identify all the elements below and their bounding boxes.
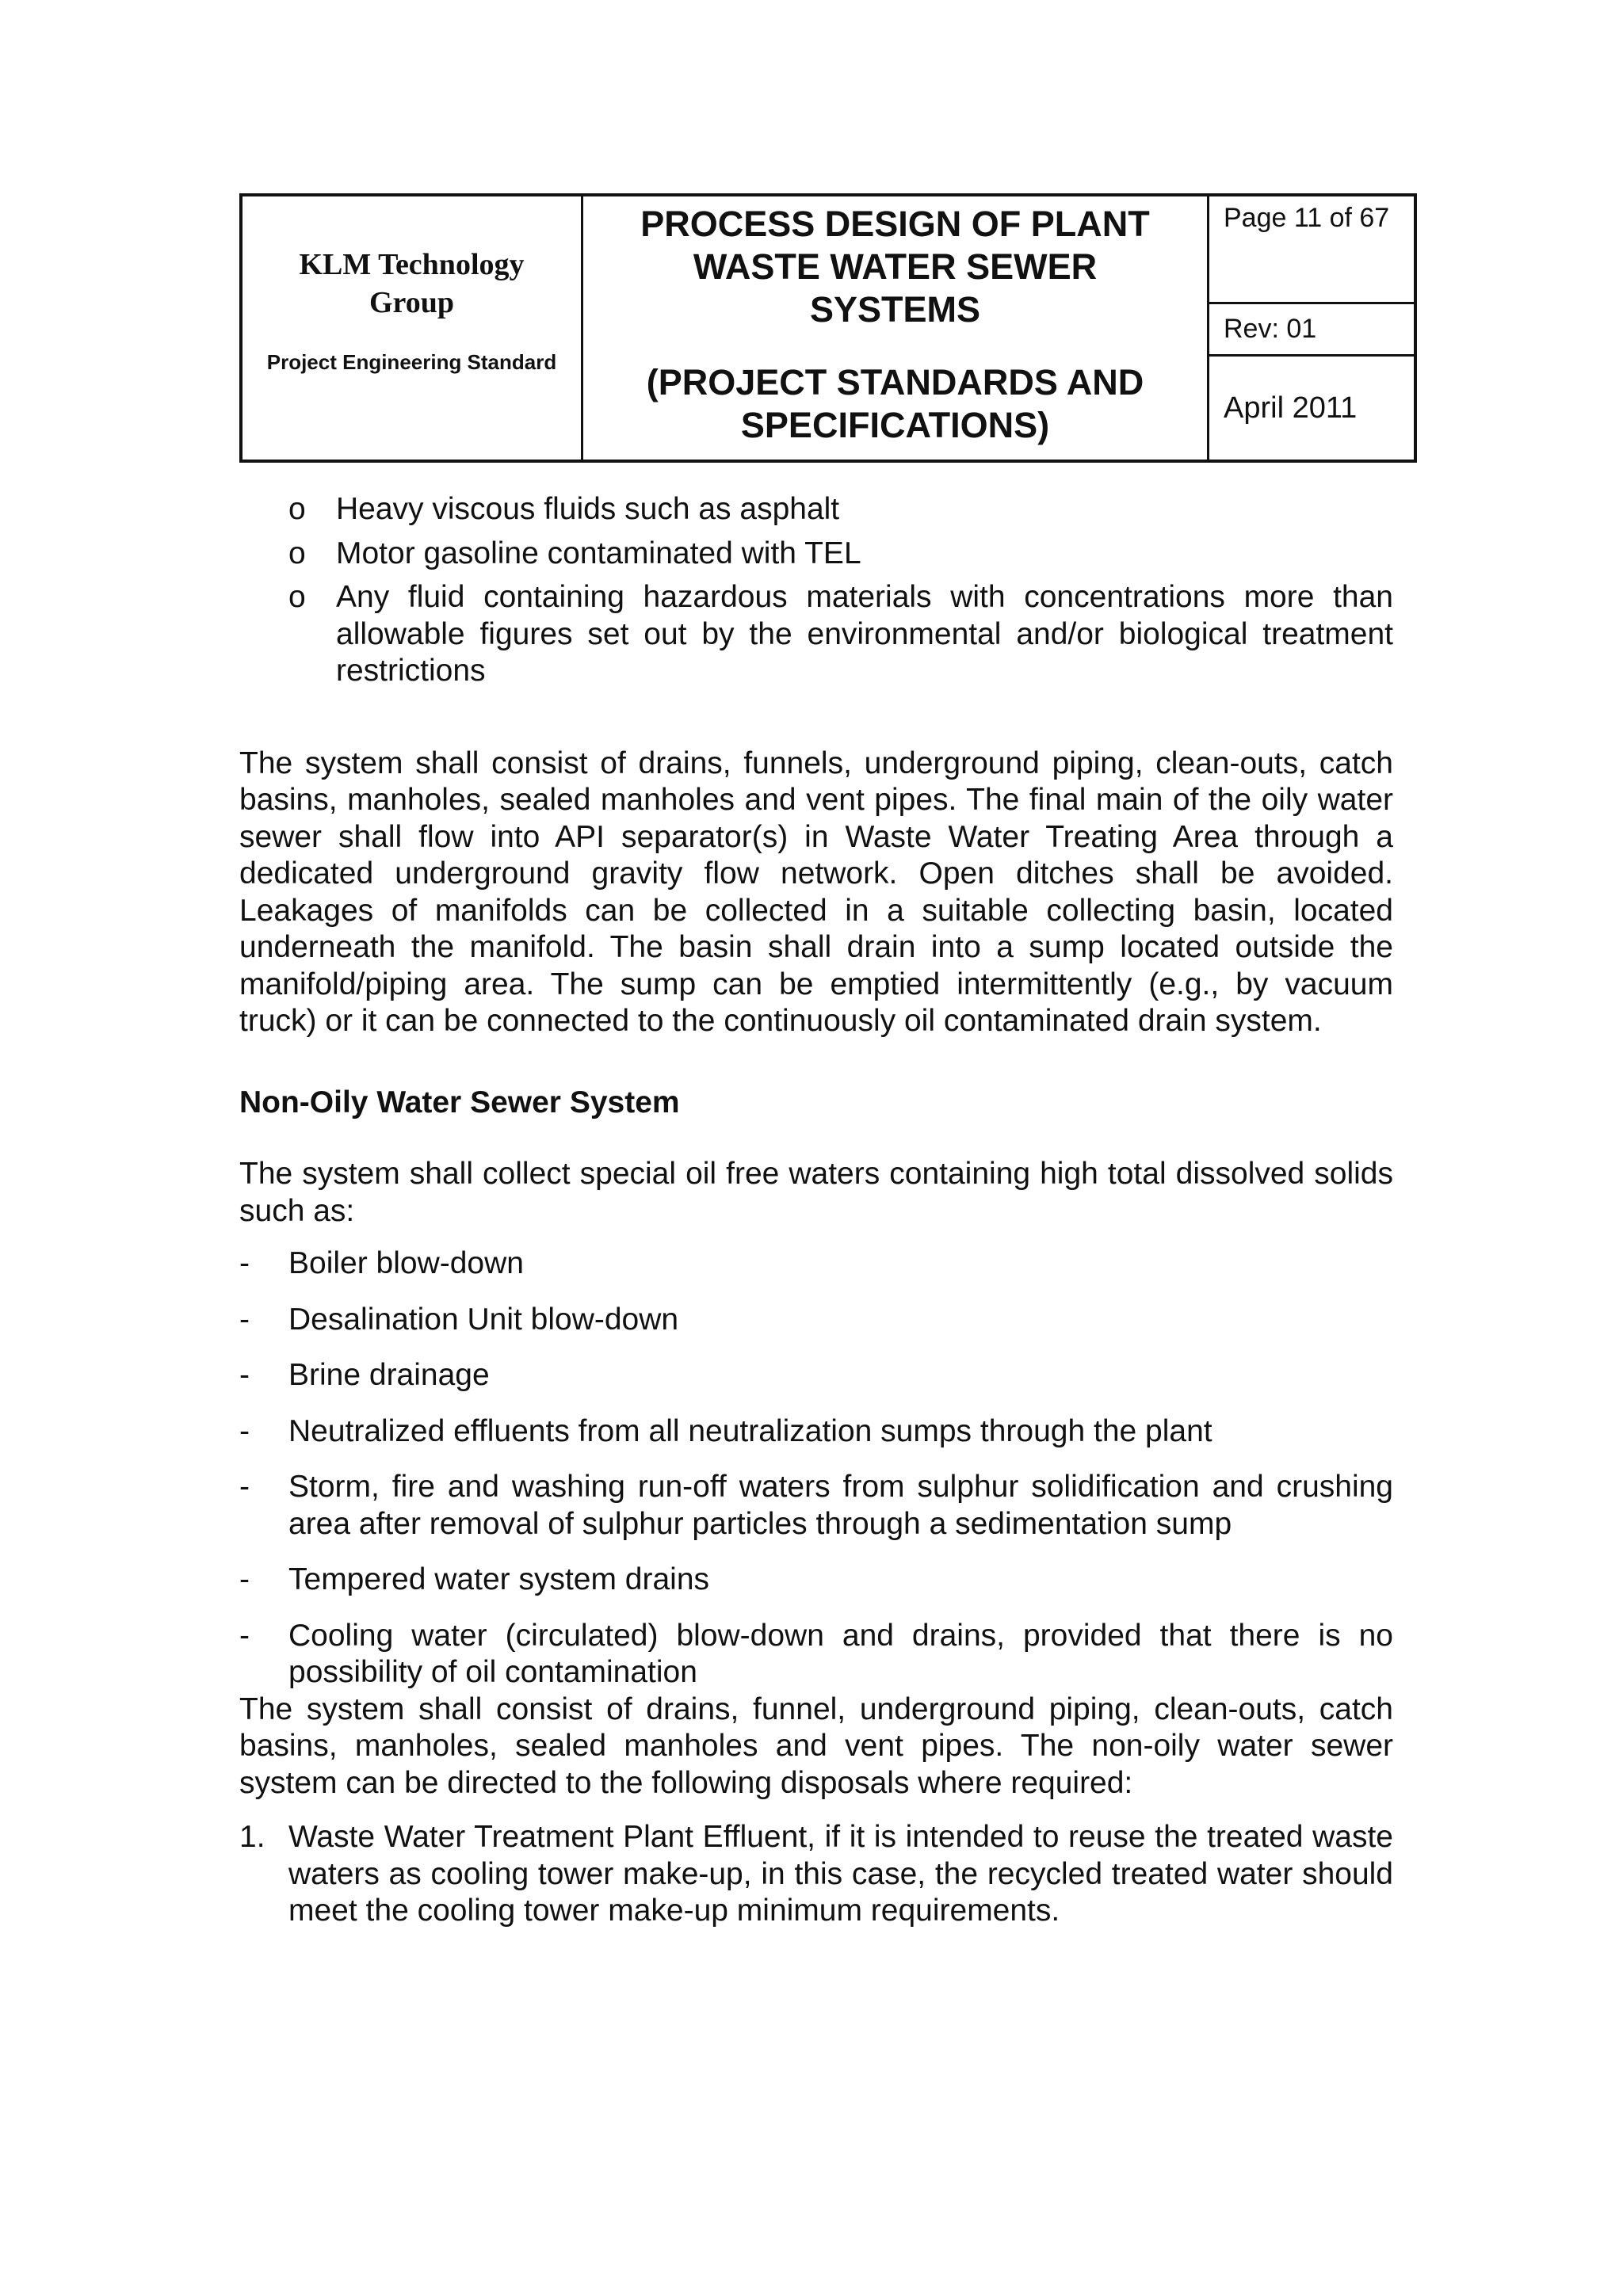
list-item xyxy=(239,1562,1393,1599)
list-item-text: Tempered water system drains xyxy=(288,1562,710,1596)
list-item-text: Any fluid containing hazardous materials with concentrations more than allowable figures set out by the environmental and/or biological treatment restrictions xyxy=(336,580,1393,688)
list-number: 1. xyxy=(239,1820,265,1854)
dash-marker: - xyxy=(239,1618,250,1653)
company-name: KLM Technology Group xyxy=(299,248,525,319)
list-item xyxy=(239,536,1393,573)
header-company-cell xyxy=(242,196,583,460)
list-item xyxy=(239,1413,1393,1451)
header-meta-cell xyxy=(1209,196,1414,460)
list-item-text: Desalination Unit blow-down xyxy=(288,1302,679,1337)
list-item xyxy=(239,491,1393,528)
page-number: Page 11 of 67 xyxy=(1209,196,1414,304)
list-item xyxy=(239,1618,1393,1691)
header-title-cell xyxy=(583,196,1209,460)
non-oily-intro-paragraph: The system shall collect special oil free waters containing high total dissolved solids such as: xyxy=(239,1157,1393,1228)
list-item-text: Heavy viscous fluids such as asphalt xyxy=(336,492,840,526)
revision: Rev: 01 xyxy=(1209,304,1414,357)
list-item xyxy=(239,579,1393,690)
list-item-text: Brine drainage xyxy=(288,1358,490,1392)
dash-marker: - xyxy=(239,1302,250,1337)
list-item xyxy=(239,1819,1393,1930)
list-item-text: Cooling water (circulated) blow-down and drains, provided that there is no possibility of oil contamination xyxy=(288,1618,1393,1689)
list-item-text: Boiler blow-down xyxy=(288,1246,524,1280)
list-item xyxy=(239,1302,1393,1339)
dash-marker: - xyxy=(239,1470,250,1504)
list-item xyxy=(239,1357,1393,1394)
water-source-list xyxy=(239,1245,1393,1691)
dash-marker: - xyxy=(239,1562,250,1596)
dash-marker: - xyxy=(239,1358,250,1392)
document-header xyxy=(239,193,1417,463)
list-item xyxy=(239,1469,1393,1543)
bullet-marker: o xyxy=(288,536,306,570)
dash-marker: - xyxy=(239,1413,250,1448)
list-item-text: Motor gasoline contaminated with TEL xyxy=(336,536,861,570)
dash-marker: - xyxy=(239,1246,250,1280)
disposal-numbered-list xyxy=(239,1819,1393,1930)
oily-system-paragraph: The system shall consist of drains, funnels, underground piping, clean-outs, catch basins, manholes, sealed manholes and vent pipes. The final main of the oily water sewer shall flow into API separator(s) in Waste Water Treating Area through a dedicated underground gravity flow network. Open ditches shall be avoided. Leakages of manifolds can be collected in a suitable collecting basin, located underneath the manifold. The basin shall drain into a sump located outside the manifold/piping area. The sump can be emptied intermittently (e.g., by vacuum truck) or it can be connected to the continuously oil contaminated drain system. xyxy=(239,746,1393,1038)
list-item xyxy=(239,1245,1393,1283)
document-subtitle: (PROJECT STANDARDS AND SPECIFICATIONS) xyxy=(646,362,1144,445)
section-heading: Non-Oily Water Sewer System xyxy=(239,1085,680,1119)
disposal-paragraph: The system shall consist of drains, funnel, underground piping, clean-outs, catch basins, manholes, sealed manholes and vent pipes. The non-oily water sewer system can be directed to the following disposals where required: xyxy=(239,1691,1393,1800)
issue-date: April 2011 xyxy=(1224,391,1358,425)
list-item-text: Storm, fire and washing run-off waters from sulphur solidification and crushing area after removal of sulphur particles through a sedimentation sump xyxy=(288,1470,1393,1541)
list-item-text: Neutralized effluents from all neutralization sumps through the plant xyxy=(288,1413,1212,1448)
bullet-marker: o xyxy=(288,492,306,526)
bullet-marker: o xyxy=(288,580,306,614)
page-body xyxy=(239,491,1393,1930)
document-title: PROCESS DESIGN OF PLANT WASTE WATER SEWER SYSTEMS xyxy=(640,204,1150,330)
standard-label: Project Engineering Standard xyxy=(266,350,557,374)
fluid-bullet-list xyxy=(239,491,1393,690)
list-item-text: Waste Water Treatment Plant Effluent, if it is intended to reuse the treated waste waters as cooling tower make-up, in this case, the recycled treated water should meet the cooling tower make-up minimum requirements. xyxy=(288,1820,1393,1928)
